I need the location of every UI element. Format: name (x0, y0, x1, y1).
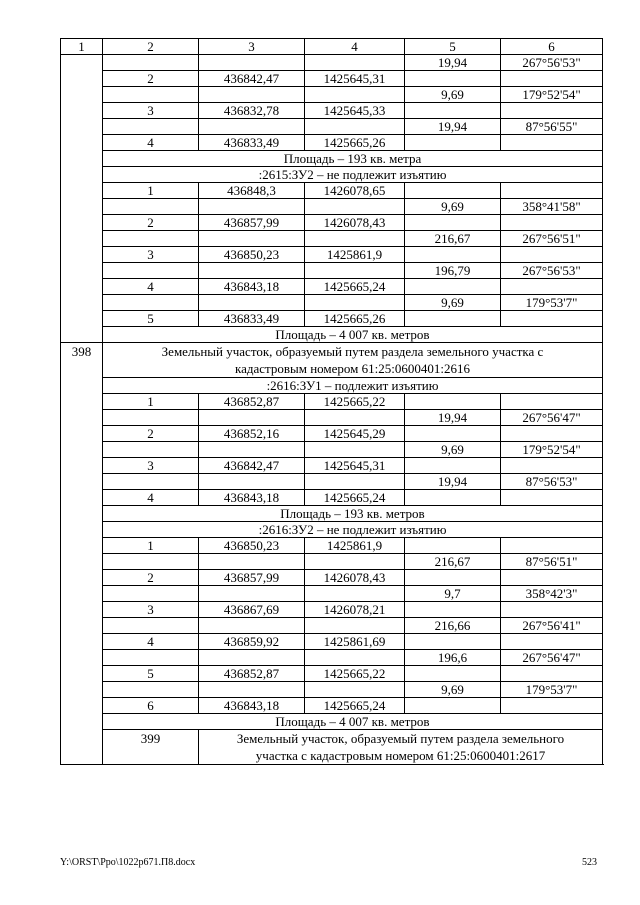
point-number (103, 295, 199, 311)
direction-angle (501, 215, 603, 231)
point-number (103, 554, 199, 570)
point-number: 3 (103, 103, 199, 119)
distance: 19,94 (405, 474, 501, 490)
point-number: 5 (103, 666, 199, 682)
x-coordinate: 436859,92 (199, 634, 305, 650)
x-coordinate: 436852,16 (199, 426, 305, 442)
point-row (61, 87, 603, 103)
y-coordinate: 1425665,24 (305, 490, 405, 506)
section-label: Площадь – 193 кв. метров (103, 506, 603, 522)
point-number (103, 263, 199, 279)
direction-angle: 267°56'41" (501, 618, 603, 634)
distance (405, 634, 501, 650)
y-coordinate (305, 586, 405, 602)
distance (405, 215, 501, 231)
distance: 196,6 (405, 650, 501, 666)
file-path: Y:\ORST\Ppo\1022p671.П8.docx (60, 857, 196, 868)
direction-angle: 87°56'51" (501, 554, 603, 570)
point-row (61, 666, 603, 682)
entry-row (61, 343, 603, 378)
direction-angle: 179°53'7" (501, 682, 603, 698)
direction-angle: 267°56'51" (501, 231, 603, 247)
point-number: 2 (103, 215, 199, 231)
y-coordinate: 1425645,31 (305, 458, 405, 474)
section-label: :2616:ЗУ1 – подлежит изъятию (103, 378, 603, 394)
point-row (61, 199, 603, 215)
distance (405, 394, 501, 410)
point-row (61, 279, 603, 295)
x-coordinate: 436842,47 (199, 458, 305, 474)
header-col-1: 1 (61, 39, 103, 55)
point-number: 5 (103, 311, 199, 327)
header-col-5: 5 (405, 39, 501, 55)
point-row (61, 698, 603, 714)
distance (405, 103, 501, 119)
x-coordinate (199, 295, 305, 311)
entry-description: Земельный участок, образуемый путем раздела земельного участка с кадастровым номером 61:25:0600401:2617 (199, 730, 603, 765)
section-label: Площадь – 4 007 кв. метров (103, 327, 603, 343)
point-row (61, 570, 603, 586)
y-coordinate: 1426078,21 (305, 602, 405, 618)
point-number (103, 586, 199, 602)
y-coordinate (305, 231, 405, 247)
point-row (61, 554, 603, 570)
distance (405, 247, 501, 263)
y-coordinate (305, 474, 405, 490)
distance: 9,69 (405, 295, 501, 311)
distance: 19,94 (405, 119, 501, 135)
entry-number-cell (61, 55, 103, 343)
point-number: 3 (103, 458, 199, 474)
direction-angle (501, 666, 603, 682)
direction-angle (501, 602, 603, 618)
section-label: Площадь – 193 кв. метра (103, 151, 603, 167)
y-coordinate (305, 442, 405, 458)
y-coordinate (305, 199, 405, 215)
entry-description: Земельный участок, образуемый путем раздела земельного участка с кадастровым номером 61:25:0600401:2616 (103, 343, 603, 378)
y-coordinate: 1425861,9 (305, 247, 405, 263)
direction-angle (501, 634, 603, 650)
point-row (61, 538, 603, 554)
entry-number: 399 (103, 730, 199, 765)
distance (405, 698, 501, 714)
point-row (61, 71, 603, 87)
y-coordinate: 1425645,29 (305, 426, 405, 442)
direction-angle: 358°41'58" (501, 199, 603, 215)
point-row (61, 410, 603, 426)
point-row (61, 135, 603, 151)
y-coordinate (305, 295, 405, 311)
direction-angle (501, 71, 603, 87)
x-coordinate: 436833,49 (199, 311, 305, 327)
point-row (61, 103, 603, 119)
distance: 9,69 (405, 682, 501, 698)
direction-angle (501, 247, 603, 263)
y-coordinate: 1426078,65 (305, 183, 405, 199)
x-coordinate: 436833,49 (199, 135, 305, 151)
x-coordinate (199, 231, 305, 247)
point-number: 1 (103, 538, 199, 554)
direction-angle (501, 279, 603, 295)
point-number: 4 (103, 135, 199, 151)
y-coordinate (305, 87, 405, 103)
x-coordinate (199, 442, 305, 458)
y-coordinate (305, 410, 405, 426)
distance: 216,67 (405, 231, 501, 247)
direction-angle (501, 183, 603, 199)
point-row (61, 119, 603, 135)
point-row (61, 295, 603, 311)
direction-angle (501, 698, 603, 714)
direction-angle: 87°56'53" (501, 474, 603, 490)
point-row (61, 490, 603, 506)
distance (405, 490, 501, 506)
x-coordinate: 436843,18 (199, 490, 305, 506)
x-coordinate (199, 554, 305, 570)
y-coordinate: 1425665,26 (305, 135, 405, 151)
y-coordinate (305, 682, 405, 698)
x-coordinate (199, 55, 305, 71)
point-number (103, 618, 199, 634)
x-coordinate (199, 199, 305, 215)
x-coordinate: 436850,23 (199, 247, 305, 263)
section-row (61, 327, 603, 343)
x-coordinate (199, 618, 305, 634)
x-coordinate: 436852,87 (199, 394, 305, 410)
point-number (103, 55, 199, 71)
point-number: 4 (103, 634, 199, 650)
distance (405, 311, 501, 327)
direction-angle (501, 538, 603, 554)
point-number: 2 (103, 71, 199, 87)
direction-angle: 179°52'54" (501, 442, 603, 458)
distance: 9,7 (405, 586, 501, 602)
y-coordinate: 1425665,26 (305, 311, 405, 327)
x-coordinate (199, 682, 305, 698)
point-number (103, 474, 199, 490)
point-row (61, 442, 603, 458)
distance: 9,69 (405, 87, 501, 103)
point-number: 6 (103, 698, 199, 714)
direction-angle: 267°56'53" (501, 263, 603, 279)
x-coordinate (199, 474, 305, 490)
point-row (61, 426, 603, 442)
x-coordinate: 436867,69 (199, 602, 305, 618)
y-coordinate (305, 263, 405, 279)
header-col-6: 6 (501, 39, 603, 55)
y-coordinate: 1425665,24 (305, 698, 405, 714)
point-row (61, 311, 603, 327)
point-row (61, 650, 603, 666)
point-number: 1 (103, 394, 199, 410)
header-col-2: 2 (103, 39, 199, 55)
section-row (61, 151, 603, 167)
point-row (61, 231, 603, 247)
y-coordinate: 1425665,22 (305, 394, 405, 410)
y-coordinate (305, 650, 405, 666)
point-number (103, 231, 199, 247)
section-row (61, 714, 603, 730)
x-coordinate: 436857,99 (199, 570, 305, 586)
x-coordinate: 436842,47 (199, 71, 305, 87)
point-row (61, 682, 603, 698)
point-number: 1 (103, 183, 199, 199)
direction-angle (501, 103, 603, 119)
distance: 19,94 (405, 410, 501, 426)
point-number (103, 682, 199, 698)
section-row (61, 506, 603, 522)
direction-angle: 87°56'55" (501, 119, 603, 135)
y-coordinate (305, 119, 405, 135)
direction-angle: 267°56'53" (501, 55, 603, 71)
y-coordinate: 1425665,22 (305, 666, 405, 682)
section-row (61, 378, 603, 394)
distance (405, 666, 501, 682)
distance: 9,69 (405, 442, 501, 458)
distance (405, 135, 501, 151)
y-coordinate (305, 55, 405, 71)
section-row (61, 522, 603, 538)
header-row (61, 39, 603, 55)
y-coordinate: 1426078,43 (305, 215, 405, 231)
x-coordinate: 436852,87 (199, 666, 305, 682)
direction-angle (501, 458, 603, 474)
distance: 216,66 (405, 618, 501, 634)
distance (405, 602, 501, 618)
direction-angle (501, 490, 603, 506)
section-label: :2615:ЗУ2 – не подлежит изъятию (103, 167, 603, 183)
point-row (61, 215, 603, 231)
header-col-3: 3 (199, 39, 305, 55)
point-row (61, 634, 603, 650)
point-number: 2 (103, 426, 199, 442)
x-coordinate: 436832,78 (199, 103, 305, 119)
point-number (103, 650, 199, 666)
direction-angle (501, 311, 603, 327)
section-label: Площадь – 4 007 кв. метров (103, 714, 603, 730)
entry-row (61, 730, 603, 765)
point-row (61, 247, 603, 263)
point-number (103, 442, 199, 458)
distance (405, 538, 501, 554)
point-row (61, 394, 603, 410)
point-row (61, 474, 603, 490)
coordinates-table (60, 38, 603, 765)
distance: 19,94 (405, 55, 501, 71)
x-coordinate: 436850,23 (199, 538, 305, 554)
point-row (61, 602, 603, 618)
distance: 196,79 (405, 263, 501, 279)
point-number (103, 87, 199, 103)
x-coordinate (199, 586, 305, 602)
y-coordinate: 1425861,9 (305, 538, 405, 554)
direction-angle: 179°52'54" (501, 87, 603, 103)
direction-angle (501, 426, 603, 442)
point-number: 3 (103, 602, 199, 618)
direction-angle (501, 570, 603, 586)
point-number (103, 199, 199, 215)
distance (405, 183, 501, 199)
point-number: 4 (103, 279, 199, 295)
direction-angle: 179°53'7" (501, 295, 603, 311)
table-body (61, 55, 603, 765)
entry-number: 398 (61, 343, 103, 765)
x-coordinate: 436848,3 (199, 183, 305, 199)
direction-angle (501, 394, 603, 410)
point-row (61, 458, 603, 474)
point-number (103, 119, 199, 135)
point-row (61, 263, 603, 279)
x-coordinate: 436843,18 (199, 698, 305, 714)
x-coordinate: 436843,18 (199, 279, 305, 295)
distance (405, 458, 501, 474)
section-row (61, 167, 603, 183)
y-coordinate: 1425861,69 (305, 634, 405, 650)
point-number (103, 410, 199, 426)
y-coordinate (305, 554, 405, 570)
point-number: 3 (103, 247, 199, 263)
direction-angle (501, 135, 603, 151)
distance (405, 71, 501, 87)
direction-angle: 267°56'47" (501, 410, 603, 426)
point-row (61, 55, 603, 71)
point-row (61, 586, 603, 602)
distance (405, 570, 501, 586)
distance (405, 279, 501, 295)
x-coordinate (199, 119, 305, 135)
distance (405, 426, 501, 442)
y-coordinate: 1425645,31 (305, 71, 405, 87)
distance: 9,69 (405, 199, 501, 215)
x-coordinate (199, 410, 305, 426)
direction-angle: 267°56'47" (501, 650, 603, 666)
section-label: :2616:ЗУ2 – не подлежит изъятию (103, 522, 603, 538)
point-number: 4 (103, 490, 199, 506)
distance: 216,67 (405, 554, 501, 570)
y-coordinate: 1425665,24 (305, 279, 405, 295)
x-coordinate (199, 650, 305, 666)
x-coordinate: 436857,99 (199, 215, 305, 231)
point-number: 2 (103, 570, 199, 586)
header-col-4: 4 (305, 39, 405, 55)
point-row (61, 183, 603, 199)
direction-angle: 358°42'3" (501, 586, 603, 602)
page-number: 523 (582, 857, 597, 868)
point-row (61, 618, 603, 634)
y-coordinate: 1425645,33 (305, 103, 405, 119)
y-coordinate: 1426078,43 (305, 570, 405, 586)
x-coordinate (199, 263, 305, 279)
x-coordinate (199, 87, 305, 103)
y-coordinate (305, 618, 405, 634)
